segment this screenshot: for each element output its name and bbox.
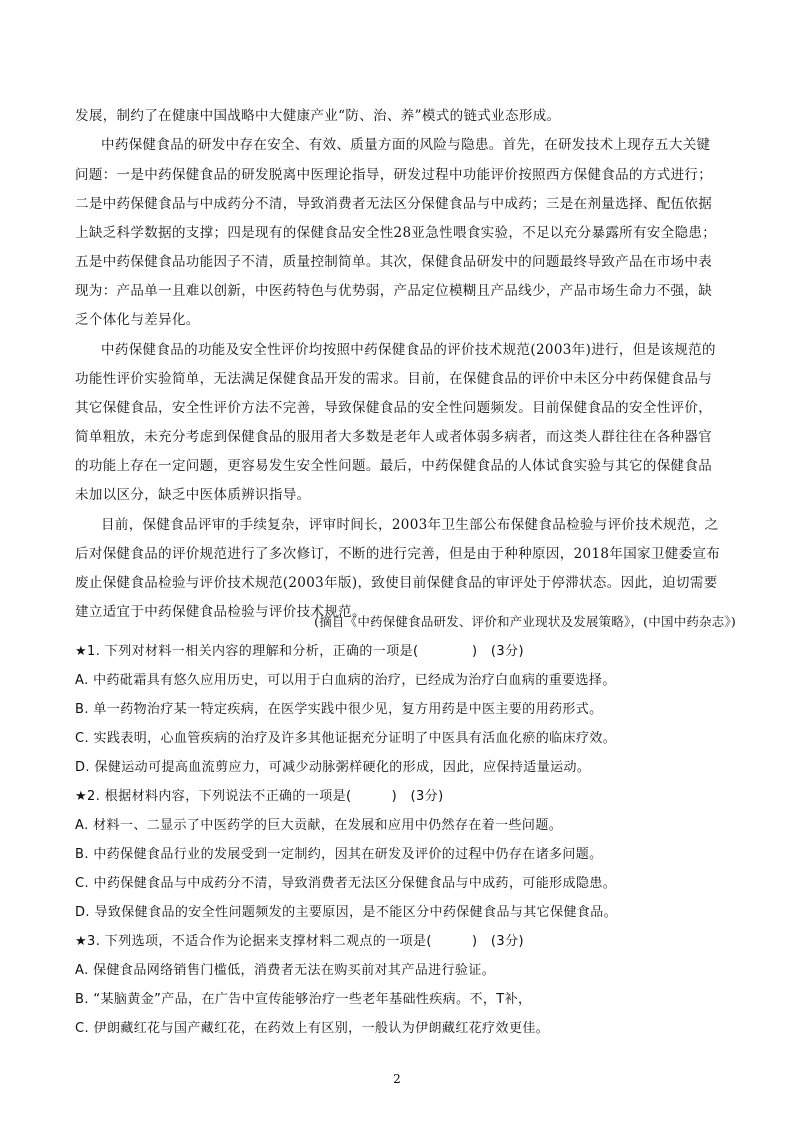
- question-stem: ★2. 根据材料内容，下列说法不正确的一项是( ) (3分): [75, 789, 444, 804]
- option-c: C. 中药保健食品与中成药分不清，导致消费者无法区分保健食品与中成药，可能形成隐患。: [75, 876, 617, 891]
- passage-line: 二是中药保健食品与中成药分不清，导致消费者无法区分保健食品与中成药；三是在剂量选择、配伍依据: [75, 196, 713, 212]
- option-b: B. 中药保健食品行业的发展受到一定制约，因其在研发及评价的过程中仍存在诸多问题。: [75, 847, 603, 862]
- question-stem: ★3. 下列选项，不适合作为论据来支撑材料二观点的一项是( ) (3分): [75, 934, 524, 949]
- passage-line: 简单粗放，未充分考虑到保健食品的服用者大多数是老年人或者体弱多病者，而这类人群往往在各种器官: [75, 429, 713, 445]
- option-a: A. 中药砒霜具有悠久应用历史，可以用于白血病的治疗，已经成为治疗白血病的重要选择。: [75, 673, 616, 688]
- passage-line: 后对保健食品的评价规范进行了多次修订，不断的进行完善，但是由于种种原因，2018年国家卫健委宣布: [75, 546, 721, 562]
- passage-line: 的功能上存在一定问题，更容易发生安全性问题。最后，中药保健食品的人体试食实验与其它的保健食品: [75, 458, 713, 474]
- source-citation: (摘自《中药保健食品研发、评价和产业现状及发展策略》，(中国中药杂志》): [314, 614, 736, 629]
- passage-line: 建立适宜于中药保健食品检验与评价技术规范。: [75, 604, 366, 620]
- option-a: A. 材料一、二显示了中医药学的巨大贡献，在发展和应用中仍然存在着一些问题。: [75, 818, 563, 833]
- question-stem: ★1. 下列对材料一相关内容的理解和分析，正确的一项是( ) (3分): [75, 644, 524, 659]
- passage-line: 问题：一是中药保健食品的研发脱离中医理论指导，研发过程中功能评价按照西方保健食品的方式进行；: [75, 167, 713, 183]
- option-b: B. “某脑黄金”产品，在广告中宣传能够治疗一些老年基础性疾病。不，T补，: [75, 992, 532, 1007]
- passage-line: 现为：产品单一且难以创新，中医药特色与优势弱，产品定位模糊且产品线少，产品市场生命力不强，缺: [75, 283, 713, 299]
- page-number: 2: [393, 1072, 401, 1086]
- passage-line: 五是中药保健食品功能因子不清，质量控制简单。其次，保健食品研发中的问题最终导致产品在市场中表: [75, 254, 713, 270]
- option-d: D. 导致保健食品的安全性问题频发的主要原因，是不能区分中药保健食品与其它保健食品。: [75, 905, 618, 920]
- passage-line: 上缺乏科学数据的支撑；四是现有的保健食品安全性28亚急性喂食实验，不足以充分暴露所有安全隐患；: [75, 225, 717, 241]
- passage-line: 目前，保健食品评审的手续复杂，评审时间长，2003年卫生部公布保健食品检验与评价技术规范，之: [101, 517, 719, 533]
- passage-line: 中药保健食品的功能及安全性评价均按照中药保健食品的评价技术规范(2003年)进行，但是该规范的: [101, 342, 716, 358]
- option-d: D. 保健运动可提高血流剪应力，可减少动脉粥样硬化的形成，因此，应保持适量运动。: [75, 760, 591, 775]
- option-a: A. 保健食品网络销售门槛低，消费者无法在购买前对其产品进行验证。: [75, 963, 496, 978]
- passage-line: 乏个体化与差异化。: [75, 312, 200, 328]
- passage-line: 未加以区分，缺乏中医体质辨识指导。: [75, 487, 311, 503]
- passage-line: 废止保健食品检验与评价技术规范(2003年版)，致使目前保健食品的审评处于停滞状态。因此，迫切需要: [75, 575, 718, 591]
- option-b: B. 单一药物治疗某一特定疾病，在医学实践中很少见，复方用药是中医主要的用药形式。: [75, 702, 603, 717]
- passage-line: 发展，制约了在健康中国战略中大健康产业“防、治、养”模式的链式业态形成。: [75, 108, 561, 124]
- option-c: C. 实践表明，心血管疾病的治疗及许多其他证据充分证明了中医具有活血化瘀的临床疗效。: [75, 731, 617, 746]
- passage-line: 中药保健食品的研发中存在安全、有效、质量方面的风险与隐患。首先，在研发技术上现存五大关键: [101, 137, 711, 153]
- passage-line: 功能性评价实验简单，无法满足保健食品开发的需求。目前，在保健食品的评价中未区分中药保健食品与: [75, 371, 713, 387]
- option-c: C. 伊朗藏红花与国产藏红花，在药效上有区别，一般认为伊朗藏红花疗效更佳。: [75, 1021, 550, 1036]
- passage-line: 其它保健食品，安全性评价方法不完善，导致保健食品的安全性问题频发。目前保健食品的安全性评价，: [75, 400, 713, 416]
